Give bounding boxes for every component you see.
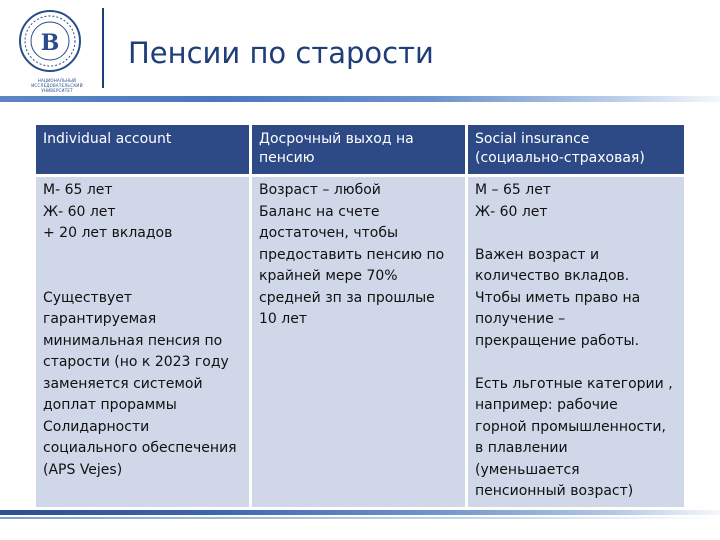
cell-line: (уменьшается: [475, 461, 580, 478]
header-band: [0, 96, 720, 102]
cell-line: доплат прораммы: [43, 397, 177, 413]
hse-emblem-icon: [6, 6, 94, 76]
header-divider: [102, 8, 104, 88]
cell-line: М- 65 лет: [43, 182, 113, 198]
header-cell-line: (социально-страховая): [475, 150, 645, 166]
svg-text:В: В: [40, 30, 60, 56]
cell-social-insurance: [468, 177, 684, 507]
cell-line: Существует: [43, 289, 133, 306]
footer-band-thin: [0, 517, 720, 519]
cell-line: + 20 лет вкладов: [43, 225, 173, 241]
header-individual-account: [36, 125, 249, 174]
cell-line: Возраст – любой: [259, 182, 381, 198]
header-social-insurance: [468, 125, 684, 174]
cell-line: получение –: [475, 311, 566, 327]
cell-line: 10 лет: [259, 311, 307, 327]
cell-line: старости (но к 2023 году: [43, 354, 229, 370]
cell-line: Ж- 60 лет: [43, 203, 116, 220]
logo-caption: НАЦИОНАЛЬНЫЙ ИССЛЕДОВАТЕЛЬСКИЙ УНИВЕРСИТЕТ: [31, 78, 83, 93]
header-early-retirement: [252, 125, 465, 174]
cell-line: в плавлении: [475, 440, 568, 456]
university-logo: [6, 6, 94, 92]
header-cell-line: Individual account: [43, 131, 172, 147]
header-cell-line: Досрочный выход на: [259, 131, 414, 147]
cell-line: М – 65 лет: [475, 182, 551, 198]
cell-line: количество вкладов.: [475, 268, 630, 284]
cell-line: горной промышленности,: [475, 418, 666, 435]
cell-line: Ж- 60 лет: [475, 203, 548, 220]
cell-line: социального обеспечения: [43, 440, 237, 456]
cell-line: гарантируемая: [43, 311, 157, 327]
cell-line: крайней мере 70%: [259, 268, 398, 284]
cell-line: достаточен, чтобы: [259, 225, 399, 241]
cell-line: предоставить пенсию по: [259, 246, 445, 263]
cell-line: Солидарности: [43, 418, 150, 435]
cell-line: Чтобы иметь право на: [475, 289, 641, 306]
cell-line: средней зп за прошлые: [259, 289, 435, 306]
cell-line: заменяется системой: [43, 375, 203, 392]
cell-line: например: рабочие: [475, 397, 618, 413]
header-cell-line: пенсию: [259, 150, 315, 166]
cell-line: Важен возраст и: [475, 246, 600, 263]
cell-line: Есть льготные категории ,: [475, 375, 673, 392]
cell-line: пенсионный возраст): [475, 483, 634, 499]
cell-line: минимальная пенсия по: [43, 332, 223, 349]
cell-early-retirement: [252, 177, 465, 507]
page-title: Пенсии по старости: [128, 36, 434, 70]
cell-individual-account: [36, 177, 249, 507]
comparison-table: [36, 125, 684, 507]
cell-line: (APS Vejes): [43, 461, 123, 478]
header-cell-line: Social insurance: [475, 131, 590, 147]
cell-line: Баланс на счете: [259, 203, 380, 220]
cell-line: прекращение работы.: [475, 332, 640, 349]
footer-band: [0, 510, 720, 515]
